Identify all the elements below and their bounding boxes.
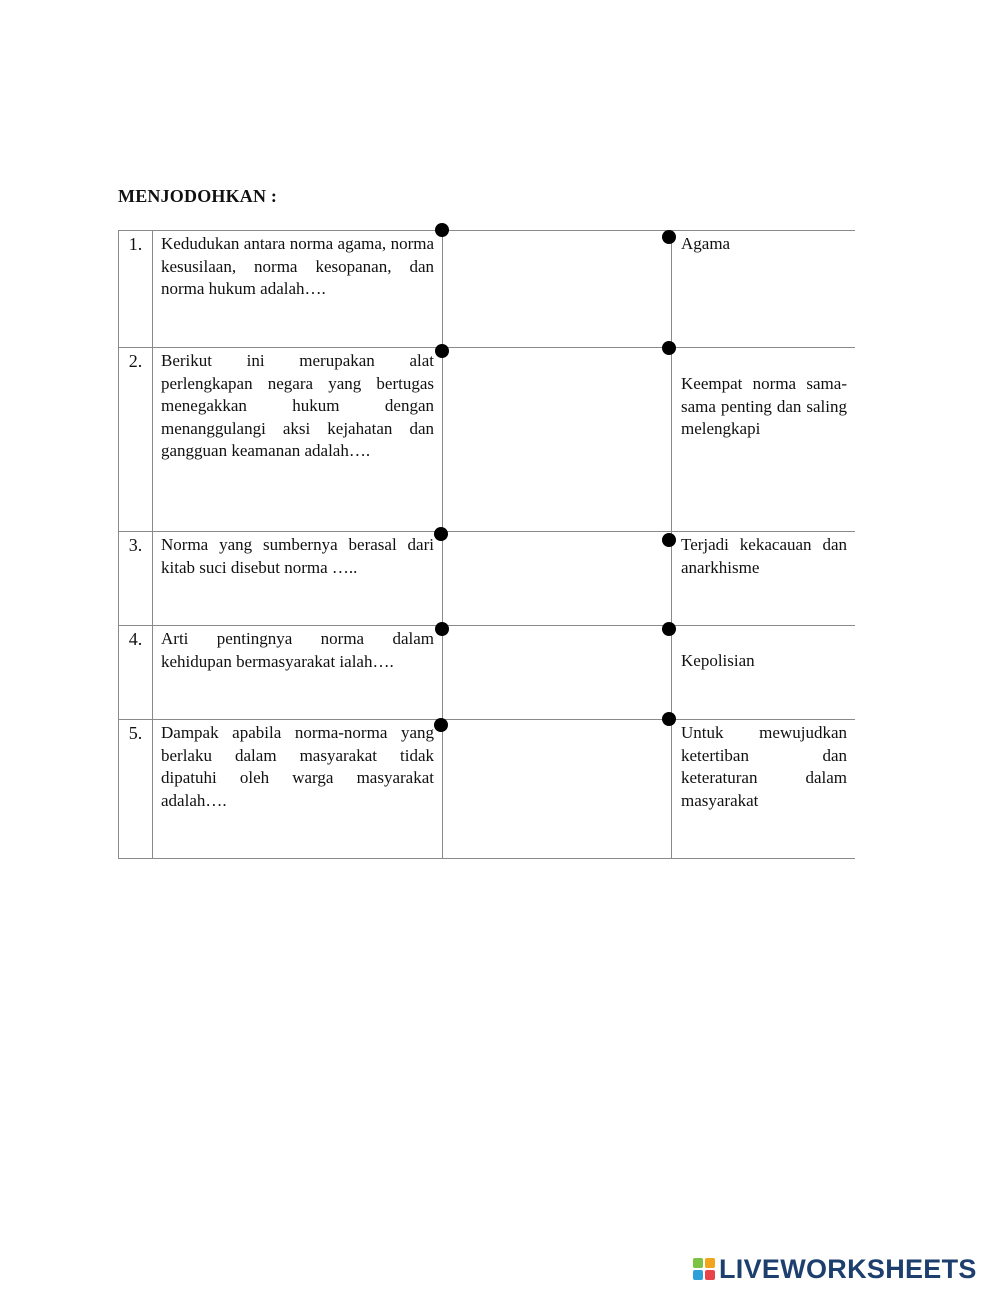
question-connector-dot[interactable] <box>434 527 448 541</box>
answer-connector-dot[interactable] <box>662 712 676 726</box>
table-row <box>118 230 855 347</box>
matching-area <box>442 720 671 858</box>
matching-area <box>442 348 671 531</box>
question-text: Dampak apabila norma-norma yang berlaku dalam masyarakat tidak dipatuhi oleh warga masyarakat adalah…. <box>152 720 442 858</box>
question-text: Berikut ini merupakan alat perlengkapan negara yang bertugas menegakkan hukum dengan menanggulangi aksi kejahatan dan gangguan keamanan adalah…. <box>152 348 442 531</box>
table-row <box>118 625 855 719</box>
row-number: 4. <box>118 626 152 719</box>
question-text: Kedudukan antara norma agama, norma kesusilaan, norma kesopanan, dan norma hukum adalah…. <box>152 231 442 347</box>
question-connector-dot[interactable] <box>435 223 449 237</box>
row-number: 1. <box>118 231 152 347</box>
question-connector-dot[interactable] <box>434 718 448 732</box>
question-text: Norma yang sumbernya berasal dari kitab suci disebut norma ….. <box>152 532 442 625</box>
answer-text: Agama <box>671 231 855 347</box>
answer-connector-dot[interactable] <box>662 622 676 636</box>
matching-area <box>442 626 671 719</box>
answer-text: Terjadi kekacauan dan anarkhisme <box>671 532 855 625</box>
row-number: 3. <box>118 532 152 625</box>
answer-text: Untuk mewujudkan ketertiban dan keteraturan dalam masyarakat <box>671 720 855 858</box>
question-text: Arti pentingnya norma dalam kehidupan bermasyarakat ialah…. <box>152 626 442 719</box>
row-number: 2. <box>118 348 152 531</box>
table-row <box>118 347 855 531</box>
answer-connector-dot[interactable] <box>662 230 676 244</box>
matching-area <box>442 532 671 625</box>
answer-text: Keempat norma sama-sama penting dan saling melengkapi <box>671 348 855 531</box>
row-number: 5. <box>118 720 152 858</box>
matching-table <box>118 230 855 859</box>
question-connector-dot[interactable] <box>435 622 449 636</box>
table-row <box>118 719 855 859</box>
answer-text: Kepolisian <box>671 626 855 719</box>
worksheet-title: MENJODOHKAN : <box>118 186 278 206</box>
logo-mark-icon <box>693 1258 715 1280</box>
matching-area <box>442 231 671 347</box>
table-row <box>118 531 855 625</box>
answer-connector-dot[interactable] <box>662 533 676 547</box>
liveworksheets-logo <box>693 1253 977 1285</box>
logo-text: LIVEWORKSHEETS <box>719 1253 977 1284</box>
question-connector-dot[interactable] <box>435 344 449 358</box>
answer-connector-dot[interactable] <box>662 341 676 355</box>
